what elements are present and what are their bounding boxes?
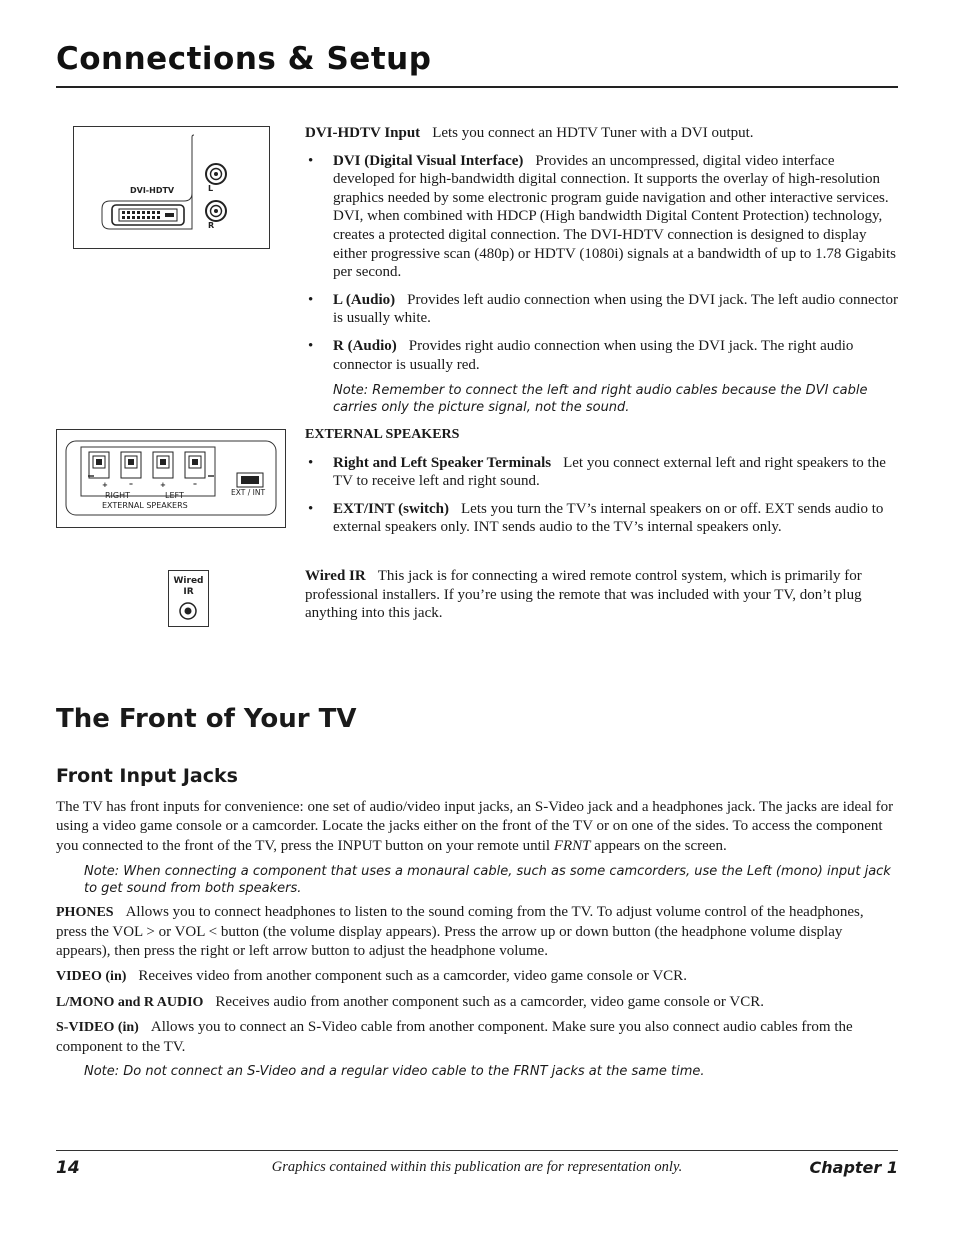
dvi-audio-note: Note: Remember to connect the left and right audio cables because the DVI cable carries only the picture signal, not the sound. bbox=[333, 383, 868, 416]
dvi-bullet-term: DVI (Digital Visual Interface) bbox=[333, 152, 524, 169]
audio-in-desc: Receives audio from another component such as a camcorder, video game console or VCR. bbox=[215, 993, 764, 1010]
wired-ir-paragraph bbox=[305, 567, 899, 623]
wired-ir-jack-icon bbox=[178, 601, 198, 621]
wired-ir-desc: This jack is for connecting a wired remote control system, which is primarily for professional installers. If you’re using the remote that was included with your TV, don’t plug anything into this jack. bbox=[305, 568, 862, 622]
phones-item bbox=[56, 903, 898, 961]
video-in-term: VIDEO (in) bbox=[56, 969, 127, 985]
monaural-note: Note: When connecting a component that uses a monaural cable, such as some camcorders, use the Left (mono) input jack to get sound from both speakers. bbox=[84, 864, 891, 897]
wired-ir-label-line2: IR bbox=[183, 587, 194, 597]
dvi-hdtv-intro bbox=[305, 124, 899, 143]
l-audio-bullet bbox=[305, 291, 899, 328]
page-number: 14 bbox=[56, 1158, 80, 1178]
wired-ir-label-line1: Wired bbox=[173, 576, 204, 586]
dvi-bullet-desc: Provides an uncompressed, digital video interface developed for high-bandwidth digital connection. It supports the overlay of high-resolution graphics needed by some electronic program guide navigation and other interactive services. DVI, when combined with HDCP (High bandwidth Digital Content Protection) technology, creates a protected digital connection. The DVI-HDTV connection is designed to display either progressive scan (480p) or HDTV (1080i) signals at a bandwidth of up to 1.78 Gigabits per second. bbox=[333, 152, 896, 281]
left-speaker-label: LEFT bbox=[165, 491, 184, 500]
footer-chapter: Chapter 1 bbox=[809, 1158, 898, 1177]
external-speakers-figure bbox=[56, 429, 286, 528]
dvi-hdtv-figure bbox=[73, 126, 270, 249]
header-rule bbox=[56, 86, 898, 88]
wired-ir-section bbox=[305, 567, 899, 623]
right-speaker-label: RIGHT bbox=[105, 491, 131, 500]
dvi-hdtv-desc: Lets you connect an HDTV Tuner with a DVI output. bbox=[432, 125, 754, 141]
r-audio-bullet bbox=[305, 337, 899, 374]
audio-right-label: R bbox=[208, 221, 215, 230]
ext-int-bullet bbox=[305, 500, 899, 537]
s-video-in-desc: Allows you to connect an S-Video cable from another component. Make sure you also connect audio cables from the component to the TV. bbox=[56, 1019, 853, 1055]
positive-right-label: + bbox=[102, 481, 108, 489]
dvi-hdtv-section bbox=[305, 124, 899, 416]
front-intro-paragraph bbox=[56, 798, 898, 856]
ext-int-term: EXT/INT (switch) bbox=[333, 500, 449, 517]
ext-int-desc: Lets you turn the TV’s internal speakers on or off. EXT sends audio to external speakers only. INT sends audio to the TV’s internal speakers only. bbox=[333, 500, 884, 536]
audio-in-term: L/MONO and R AUDIO bbox=[56, 994, 204, 1010]
front-input-jacks-section bbox=[56, 798, 898, 1080]
audio-left-label: L bbox=[208, 184, 214, 193]
phones-term: PHONES bbox=[56, 905, 114, 921]
dvi-bullet bbox=[305, 152, 899, 282]
speaker-terminals-bullet bbox=[305, 454, 899, 491]
external-speakers-heading: EXTERNAL SPEAKERS bbox=[305, 427, 460, 442]
speaker-terminals-illustration bbox=[57, 430, 285, 527]
page-header-title: Connections & Setup bbox=[56, 41, 432, 77]
dvi-hdtv-label: DVI-HDTV bbox=[130, 186, 175, 195]
frnt-label: FRNT bbox=[553, 837, 591, 854]
wired-ir-term: Wired IR bbox=[305, 568, 366, 584]
video-in-desc: Receives video from another component such as a camcorder, video game console or VCR. bbox=[138, 968, 687, 985]
r-audio-desc: Provides right audio connection when using the DVI jack. The right audio connector is usually red. bbox=[333, 337, 854, 373]
negative-left-label: – bbox=[193, 479, 197, 488]
audio-in-item bbox=[56, 993, 898, 1012]
video-in-item bbox=[56, 967, 898, 986]
l-audio-desc: Provides left audio connection when using the DVI jack. The left audio connector is usually white. bbox=[333, 291, 898, 327]
speaker-terminals-desc: Let you connect external left and right speakers to the TV to receive left and right sound. bbox=[333, 454, 886, 490]
negative-right-label: – bbox=[129, 479, 133, 488]
positive-left-label: + bbox=[160, 481, 166, 489]
front-of-tv-title: The Front of Your TV bbox=[56, 704, 357, 734]
front-intro-end: appears on the screen. bbox=[594, 837, 727, 854]
front-intro-text: The TV has front inputs for convenience: one set of audio/video input jacks, an S-Video jack and a headphones jack. The jacks are ideal for using a video game console or a camcorder. Locate the jacks either on the front of the TV or on one of the sides. To access the component you connected to the front of the TV, press the INPUT button on your remote until bbox=[56, 799, 894, 854]
ext-int-switch-label: EXT / INT bbox=[231, 488, 266, 497]
s-video-in-term: S-VIDEO (in) bbox=[56, 1020, 139, 1036]
s-video-in-item bbox=[56, 1018, 898, 1057]
footer-disclaimer: Graphics contained within this publication are for representation only. bbox=[271, 1159, 683, 1175]
dvi-hdtv-term: DVI-HDTV Input bbox=[305, 125, 421, 141]
external-speakers-label: EXTERNAL SPEAKERS bbox=[102, 501, 188, 510]
footer-rule bbox=[56, 1150, 898, 1151]
wired-ir-figure bbox=[168, 570, 209, 627]
speaker-terminals-term: Right and Left Speaker Terminals bbox=[333, 454, 552, 471]
s-video-note: Note: Do not connect an S-Video and a regular video cable to the FRNT jacks at the same time. bbox=[84, 1064, 705, 1080]
phones-desc: Allows you to connect headphones to listen to the sound coming from the TV. To adjust volume control of the headphones, press the VOL > or VOL < button (the volume display appears). Press the arrow up or down button (the headphone volume display appears), then press the right or left arrow button to adjust the headphone volume. bbox=[56, 904, 864, 960]
l-audio-term: L (Audio) bbox=[333, 291, 396, 308]
external-speakers-section bbox=[305, 426, 899, 537]
r-audio-term: R (Audio) bbox=[333, 337, 397, 354]
front-input-jacks-heading: Front Input Jacks bbox=[56, 765, 238, 787]
